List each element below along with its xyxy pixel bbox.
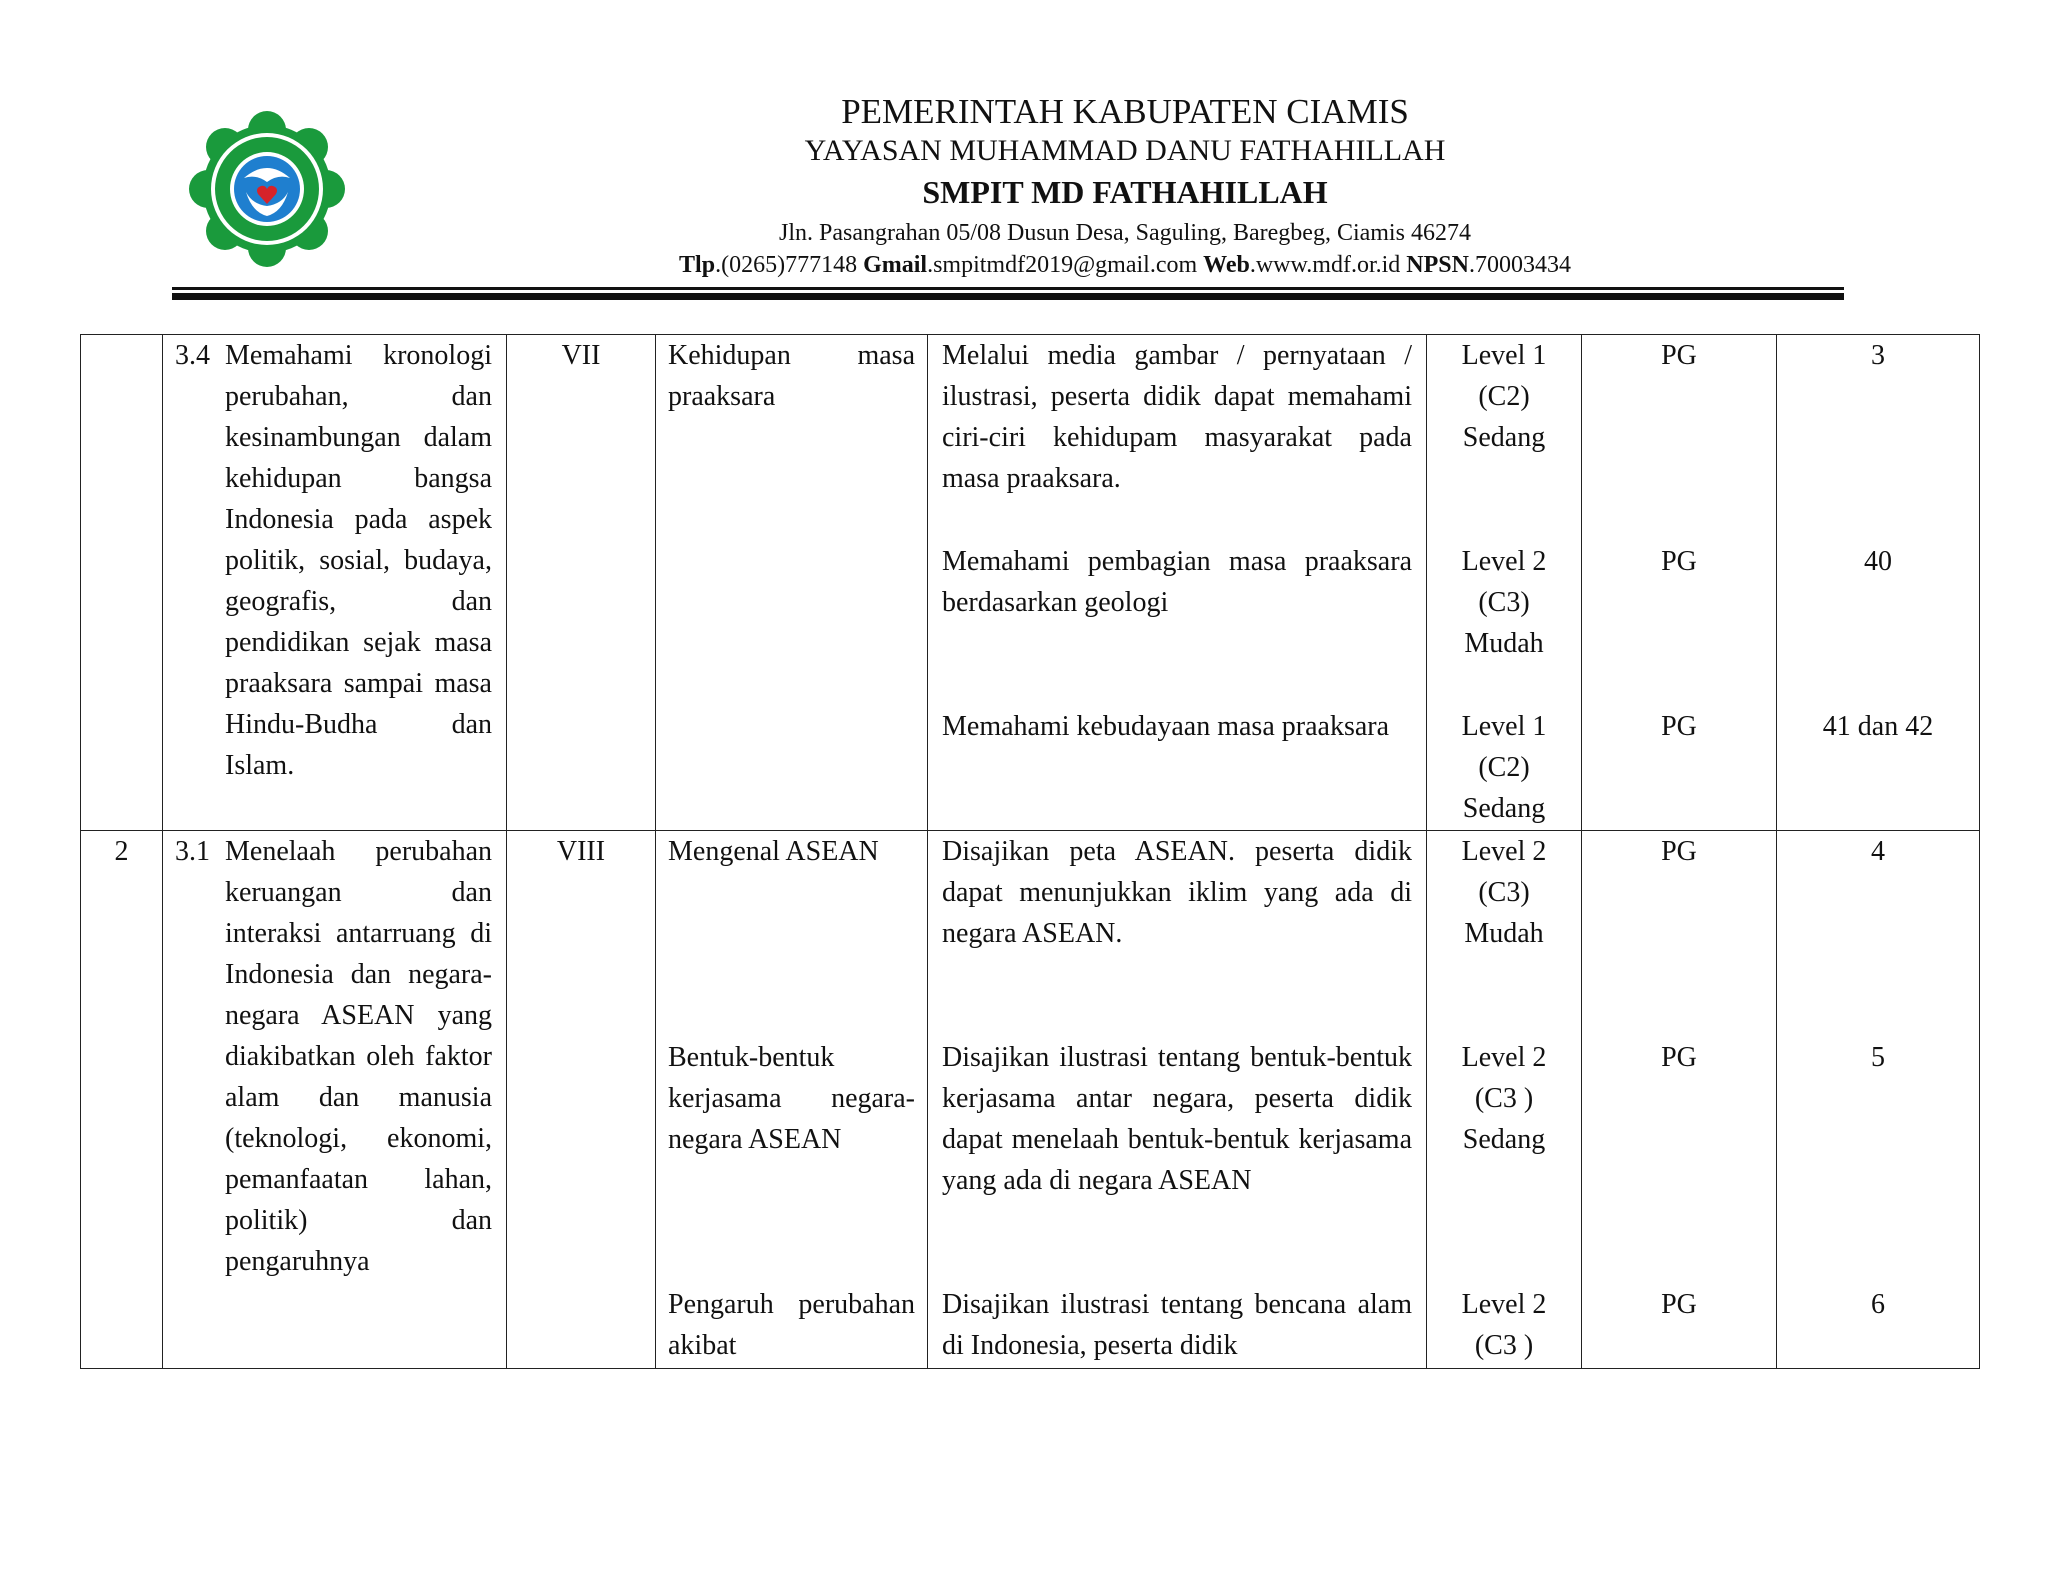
level: Level 2 (C3 ) Sedang	[1461, 1042, 1547, 1155]
nomor-soal-column	[1777, 831, 1980, 1369]
nomor-soal: 3	[1871, 340, 1885, 371]
letterhead-contact	[600, 252, 1650, 279]
gmail-label: Gmail	[863, 252, 928, 278]
kd-text: Menelaah perubahan keruangan dan interaksi antarruang di Indonesia dan negara-negara ASEAN yang diakibatkan oleh faktor alam dan manusia (teknologi, ekonomi, pemanfaatan lahan, politik) dan pengaruhnya	[225, 836, 492, 1277]
kd-number: 3.1	[175, 836, 210, 867]
nomor-soal: 40	[1864, 546, 1892, 577]
letterhead-government: PEMERINTAH KABUPATEN CIAMIS	[841, 92, 1409, 131]
indikator: Memahami pembagian masa praaksara berdasarkan geologi	[942, 546, 1412, 618]
row-number	[81, 335, 163, 831]
bentuk-soal-column	[1582, 831, 1777, 1369]
header-divider-thick	[172, 293, 1844, 300]
letterhead-address: Jln. Pasangrahan 05/08 Dusun Desa, Saguling, Baregbeg, Ciamis 46274	[779, 220, 1471, 246]
bentuk-soal: PG	[1661, 711, 1697, 742]
school-logo	[186, 108, 348, 270]
level: Level 2 (C3 )	[1461, 1289, 1547, 1361]
bentuk-soal-column	[1582, 335, 1777, 831]
kelas: VII	[507, 335, 656, 831]
indikator: Melalui media gambar / pernyataan / ilustrasi, peserta didik dapat memahami ciri-ciri kehidupam masyarakat pada masa praaksara.	[942, 340, 1412, 494]
nomor-soal: 41 dan 42	[1822, 711, 1934, 742]
bentuk-soal: PG	[1661, 1289, 1697, 1320]
tlp-label: Tlp	[679, 252, 716, 278]
web-label: Web	[1203, 252, 1250, 278]
gmail-value: .smpitmdf2019@gmail.com	[927, 252, 1204, 278]
kisi-kisi-table	[80, 334, 1980, 1369]
materi: Bentuk-bentuk kerjasama negara-negara ASEAN	[668, 1042, 915, 1155]
kompetensi-dasar	[163, 335, 507, 831]
tlp-value: .(0265)777148	[715, 252, 864, 278]
letterhead-school-name: SMPIT MD FATHAHILLAH	[922, 174, 1328, 210]
nomor-soal: 6	[1871, 1289, 1885, 1320]
materi: Pengaruh perubahan akibat	[668, 1289, 915, 1361]
header-divider-thin	[172, 287, 1844, 290]
level-column	[1427, 335, 1582, 831]
table-row	[81, 831, 1980, 1369]
bentuk-soal: PG	[1661, 340, 1697, 371]
nomor-soal: 5	[1871, 1042, 1885, 1073]
materi: Mengenal ASEAN	[668, 836, 879, 867]
kd-number: 3.4	[175, 340, 210, 371]
materi: Kehidupan masa praaksara	[668, 340, 915, 412]
level: Level 1 (C2) Sedang	[1461, 711, 1547, 824]
indikator: Memahami kebudayaan masa praaksara	[942, 711, 1390, 742]
materi	[656, 541, 927, 706]
indikator: Disajikan ilustrasi tentang bentuk-bentuk kerjasama antar negara, peserta didik dapat menelaah bentuk-bentuk kerjasama yang ada di negara ASEAN	[942, 1042, 1412, 1196]
bentuk-soal: PG	[1661, 836, 1697, 867]
web-value: .www.mdf.or.id	[1249, 252, 1407, 278]
table-row	[81, 335, 1980, 831]
indikator: Disajikan peta ASEAN. peserta didik dapat menunjukkan iklim yang ada di negara ASEAN.	[942, 836, 1412, 949]
level: Level 2 (C3) Mudah	[1461, 546, 1547, 659]
level-column	[1427, 831, 1582, 1369]
kd-text: Memahami kronologi perubahan, dan kesinambungan dalam kehidupan bangsa Indonesia pada aspek politik, sosial, budaya, geografis, dan pendidikan sejak masa praaksara sampai masa Hindu-Budha dan Islam.	[225, 340, 492, 781]
npsn-label: NPSN	[1406, 252, 1469, 278]
nomor-soal: 4	[1871, 836, 1885, 867]
row-number: 2	[81, 831, 163, 1369]
bentuk-soal: PG	[1661, 1042, 1697, 1073]
kelas: VIII	[507, 831, 656, 1369]
level: Level 1 (C2) Sedang	[1461, 340, 1547, 453]
kompetensi-dasar	[163, 831, 507, 1369]
indikator: Disajikan ilustrasi tentang bencana alam di Indonesia, peserta didik	[942, 1289, 1412, 1361]
letterhead-foundation: YAYASAN MUHAMMAD DANU FATHAHILLAH	[804, 134, 1446, 167]
materi-column	[656, 831, 928, 1369]
materi-column	[656, 335, 928, 831]
indikator-column	[928, 831, 1427, 1369]
nomor-soal-column	[1777, 335, 1980, 831]
indikator-column	[928, 335, 1427, 831]
bentuk-soal: PG	[1661, 546, 1697, 577]
npsn-value: .70003434	[1468, 252, 1571, 278]
level: Level 2 (C3) Mudah	[1461, 836, 1547, 949]
